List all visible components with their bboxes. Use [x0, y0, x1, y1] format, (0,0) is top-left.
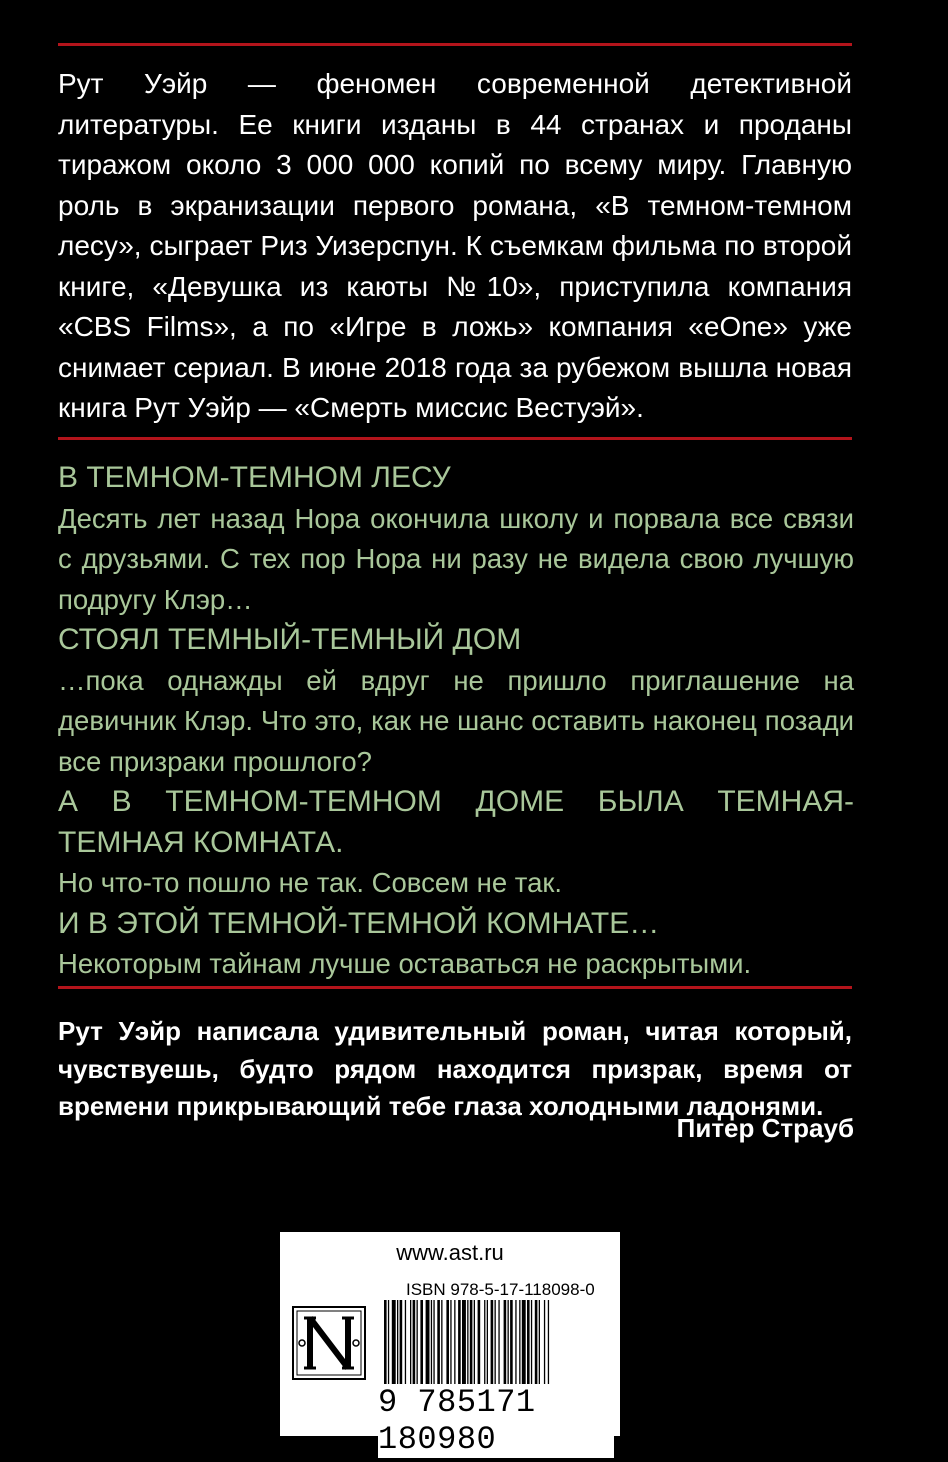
synopsis-heading-3: А В ТЕМНОМ-ТЕМНОМ ДОМЕ БЫЛА ТЕМНАЯ-ТЕМНАЯ КОМНАТА. [58, 785, 854, 859]
synopsis-text-3: Но что-то пошло не так. Совсем не так. [58, 867, 563, 898]
barcode-panel [280, 1232, 620, 1458]
barcode-digits: 9 785171 180980 [378, 1384, 614, 1458]
quote-author: Питер Страуб [676, 1113, 854, 1143]
middle-rule [58, 437, 852, 440]
publisher-logo-icon [292, 1306, 366, 1380]
synopsis-heading-1: В ТЕМНОМ-ТЕМНОМ ЛЕСУ [58, 461, 451, 494]
top-rule [58, 43, 852, 46]
about-author-paragraph: Рут Уэйр — феномен современной детективной литературы. Ее книги изданы в 44 странах и проданы тиражом около 3 000 000 копий по всему миру. Главную роль в экранизации первого романа, «В темном-темном лесу», сыграет Риз Уизерспун. К съемкам фильма по второй книге, «Девушка из каюты №10», приступила компания «CBS Films», а по «Игре в ложь» компания «eOne» уже снимает сериал. В июне 2018 года за рубежом вышла новая книга Рут Уэйр — «Смерть миссис Вестуэй». [58, 68, 852, 423]
synopsis-text-1: Десять лет назад Нора окончила школу и порвала все связи с друзьями. С тех пор Нора ни разу не видела свою лучшую подругу Клэр… [58, 502, 854, 615]
synopsis-text-2: …пока однажды ей вдруг не пришло приглашение на девичник Клэр. Что это, как не шанс оставить наконец позади все призраки прошлого? [58, 664, 854, 777]
review-quote: Рут Уэйр написала удивительный роман, читая который, чувствуешь, будто рядом находится призрак, время от времени прикрывающий тебе глаза холодными ладонями. [58, 1016, 852, 1121]
synopsis [58, 458, 854, 985]
lower-rule [58, 986, 852, 989]
publisher-website: www.ast.ru [396, 1240, 504, 1265]
isbn-label: ISBN 978-5-17-118098-0 [406, 1280, 595, 1299]
synopsis-heading-4: И В ЭТОЙ ТЕМНОЙ-ТЕМНОЙ КОМНАТЕ… [58, 906, 660, 940]
synopsis-heading-2: СТОЯЛ ТЕМНЫЙ-ТЕМНЫЙ ДОМ [58, 623, 522, 656]
synopsis-text-4: Некоторым тайнам лучше оставаться не раскрытыми. [58, 948, 752, 979]
